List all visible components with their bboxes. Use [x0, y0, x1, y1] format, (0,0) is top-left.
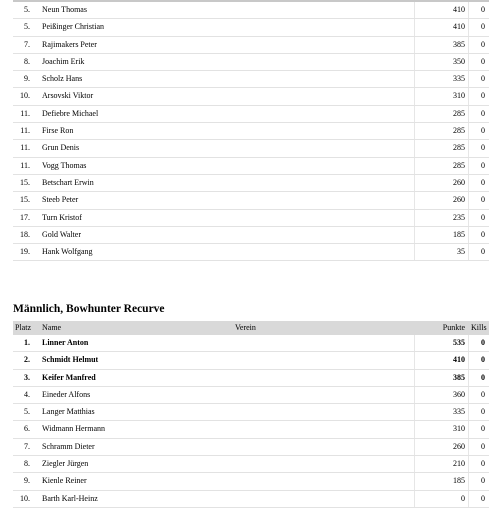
points-cell: 210	[453, 459, 465, 469]
column-divider	[468, 473, 469, 489]
column-divider	[414, 175, 415, 191]
column-divider	[414, 439, 415, 455]
rank-cell: 5.	[24, 5, 30, 14]
rank-cell: 17.	[20, 212, 30, 222]
column-divider	[414, 335, 415, 351]
column-divider	[468, 192, 469, 208]
header-kills: Kills	[471, 323, 487, 332]
column-divider	[468, 421, 469, 437]
kills-cell: 0	[481, 5, 485, 14]
name-cell: Kienle Reiner	[42, 476, 87, 486]
column-divider	[468, 140, 469, 156]
name-cell: Gold Walter	[42, 229, 81, 239]
rank-cell: 5.	[24, 22, 30, 32]
table-row	[13, 210, 489, 227]
name-cell: Scholz Hans	[42, 74, 83, 84]
column-divider	[414, 244, 415, 260]
column-divider	[468, 439, 469, 455]
table-row	[13, 175, 489, 192]
rank-cell: 19.	[20, 247, 30, 257]
column-divider	[414, 352, 415, 368]
rank-cell: 10.	[20, 91, 30, 101]
points-cell: 285	[453, 160, 465, 170]
table-row	[13, 88, 489, 105]
points-cell: 260	[453, 441, 465, 451]
rank-cell: 3.	[24, 372, 30, 382]
column-divider	[468, 71, 469, 87]
column-divider	[414, 491, 415, 507]
table-row	[13, 158, 489, 175]
kills-cell: 0	[481, 355, 485, 365]
table-header-row	[13, 321, 489, 335]
kills-cell: 0	[481, 126, 485, 136]
table-row	[13, 106, 489, 123]
table-row	[13, 123, 489, 140]
column-divider	[468, 352, 469, 368]
kills-cell: 0	[481, 160, 485, 170]
kills-cell: 0	[481, 22, 485, 32]
rank-cell: 15.	[20, 177, 30, 187]
rank-cell: 2.	[24, 355, 30, 365]
name-cell: Joachim Erik	[42, 56, 85, 66]
kills-cell: 0	[481, 459, 485, 469]
rank-cell: 7.	[24, 441, 30, 451]
name-cell: Hank Wolfgang	[42, 247, 93, 257]
points-cell: 260	[453, 177, 465, 187]
table-row	[13, 192, 489, 209]
table-row	[13, 404, 489, 421]
column-divider	[468, 88, 469, 104]
column-divider	[468, 19, 469, 35]
points-cell: 260	[453, 195, 465, 205]
table-row	[13, 387, 489, 404]
column-divider	[414, 192, 415, 208]
points-cell: 410	[453, 5, 465, 14]
column-divider	[414, 37, 415, 53]
rank-cell: 9.	[24, 74, 30, 84]
kills-cell: 0	[481, 389, 485, 399]
points-cell: 285	[453, 126, 465, 136]
name-cell: Firse Ron	[42, 126, 74, 136]
kills-cell: 0	[481, 424, 485, 434]
table-row	[13, 244, 489, 261]
rank-cell: 5.	[24, 407, 30, 417]
points-cell: 285	[453, 108, 465, 118]
rank-cell: 11.	[20, 108, 30, 118]
name-cell: Vogg Thomas	[42, 160, 87, 170]
column-divider	[468, 244, 469, 260]
rank-cell: 18.	[20, 229, 30, 239]
rank-cell: 15.	[20, 195, 30, 205]
table-row	[13, 37, 489, 54]
points-cell: 385	[453, 39, 465, 49]
column-divider	[468, 404, 469, 420]
column-divider	[414, 456, 415, 472]
name-cell: Arsovski Viktor	[42, 91, 94, 101]
points-cell: 350	[453, 56, 465, 66]
points-cell: 235	[453, 212, 465, 222]
points-cell: 535	[453, 338, 465, 347]
column-divider	[468, 491, 469, 507]
column-divider	[468, 227, 469, 243]
points-cell: 185	[453, 229, 465, 239]
rank-cell: 8.	[24, 459, 30, 469]
kills-cell: 0	[481, 91, 485, 101]
kills-cell: 0	[481, 407, 485, 417]
table-row	[13, 456, 489, 473]
kills-cell: 0	[481, 39, 485, 49]
table-row	[13, 2, 489, 19]
column-divider	[468, 370, 469, 386]
column-divider	[468, 175, 469, 191]
kills-cell: 0	[481, 247, 485, 257]
column-divider	[414, 158, 415, 174]
column-divider	[414, 370, 415, 386]
results-table-bowhunter-recurve	[13, 335, 489, 508]
table-row	[13, 370, 489, 387]
column-divider	[468, 2, 469, 18]
table-row	[13, 491, 489, 508]
kills-cell: 0	[481, 476, 485, 486]
column-divider	[414, 19, 415, 35]
column-divider	[468, 106, 469, 122]
name-cell: Steeb Peter	[42, 195, 79, 205]
name-cell: Peißinger Christian	[42, 22, 104, 32]
name-cell: Turn Kristof	[42, 212, 82, 222]
name-cell: Neun Thomas	[42, 5, 87, 14]
column-divider	[414, 106, 415, 122]
points-cell: 385	[453, 372, 465, 382]
rank-cell: 7.	[24, 39, 30, 49]
column-divider	[414, 140, 415, 156]
points-cell: 410	[453, 22, 465, 32]
points-cell: 185	[453, 476, 465, 486]
rank-cell: 10.	[20, 493, 30, 503]
column-divider	[414, 387, 415, 403]
table-row	[13, 352, 489, 369]
header-name: Name	[42, 323, 62, 332]
name-cell: Langer Matthias	[42, 407, 95, 417]
column-divider	[468, 456, 469, 472]
points-cell: 285	[453, 143, 465, 153]
table-row	[13, 140, 489, 157]
kills-cell: 0	[481, 493, 485, 503]
rank-cell: 11.	[20, 126, 30, 136]
column-divider	[468, 387, 469, 403]
column-divider	[414, 71, 415, 87]
section-title: Männlich, Bowhunter Recurve	[13, 303, 165, 315]
kills-cell: 0	[481, 177, 485, 187]
name-cell: Ziegler Jürgen	[42, 459, 89, 469]
name-cell: Schramm Dieter	[42, 441, 95, 451]
column-divider	[414, 227, 415, 243]
table-row	[13, 19, 489, 36]
name-cell: Widmann Hermann	[42, 424, 105, 434]
points-cell: 310	[453, 91, 465, 101]
column-divider	[414, 404, 415, 420]
rank-cell: 6.	[24, 424, 30, 434]
table-row	[13, 439, 489, 456]
header-club: Verein	[235, 323, 256, 332]
rank-cell: 4.	[24, 389, 30, 399]
table-row	[13, 71, 489, 88]
table-row	[13, 227, 489, 244]
kills-cell: 0	[481, 108, 485, 118]
points-cell: 35	[457, 247, 465, 257]
name-cell: Defiebre Michael	[42, 108, 99, 118]
kills-cell: 0	[481, 212, 485, 222]
name-cell: Eineder Alfons	[42, 389, 91, 399]
name-cell: Grun Denis	[42, 143, 80, 153]
column-divider	[414, 2, 415, 18]
name-cell: Keifer Manfred	[42, 372, 96, 382]
column-divider	[468, 210, 469, 226]
kills-cell: 0	[481, 74, 485, 84]
rank-cell: 8.	[24, 56, 30, 66]
table-row	[13, 335, 489, 352]
rank-cell: 11.	[20, 143, 30, 153]
points-cell: 310	[453, 424, 465, 434]
results-table-previous	[13, 2, 489, 261]
column-divider	[468, 335, 469, 351]
rank-cell: 1.	[24, 338, 30, 347]
rank-cell: 9.	[24, 476, 30, 486]
column-divider	[468, 158, 469, 174]
table-row	[13, 54, 489, 71]
rank-cell: 11.	[20, 160, 30, 170]
points-cell: 0	[461, 493, 465, 503]
kills-cell: 0	[481, 229, 485, 239]
column-divider	[414, 473, 415, 489]
column-divider	[468, 37, 469, 53]
points-cell: 335	[453, 407, 465, 417]
kills-cell: 0	[481, 56, 485, 66]
table-row	[13, 473, 489, 490]
column-divider	[414, 88, 415, 104]
kills-cell: 0	[481, 441, 485, 451]
header-points: Punkte	[442, 323, 465, 332]
kills-cell: 0	[481, 372, 485, 382]
name-cell: Barth Karl-Heinz	[42, 493, 98, 503]
name-cell: Rajimakers Peter	[42, 39, 97, 49]
kills-cell: 0	[481, 143, 485, 153]
points-cell: 335	[453, 74, 465, 84]
points-cell: 410	[453, 355, 465, 365]
column-divider	[414, 421, 415, 437]
kills-cell: 0	[481, 195, 485, 205]
column-divider	[414, 123, 415, 139]
name-cell: Betschart Erwin	[42, 177, 94, 187]
table-row	[13, 421, 489, 438]
column-divider	[468, 54, 469, 70]
kills-cell: 0	[481, 338, 485, 347]
name-cell: Linner Anton	[42, 338, 89, 347]
name-cell: Schmidt Helmut	[42, 355, 99, 365]
column-divider	[414, 54, 415, 70]
header-place: Platz	[15, 323, 31, 332]
column-divider	[414, 210, 415, 226]
points-cell: 360	[453, 389, 465, 399]
column-divider	[468, 123, 469, 139]
